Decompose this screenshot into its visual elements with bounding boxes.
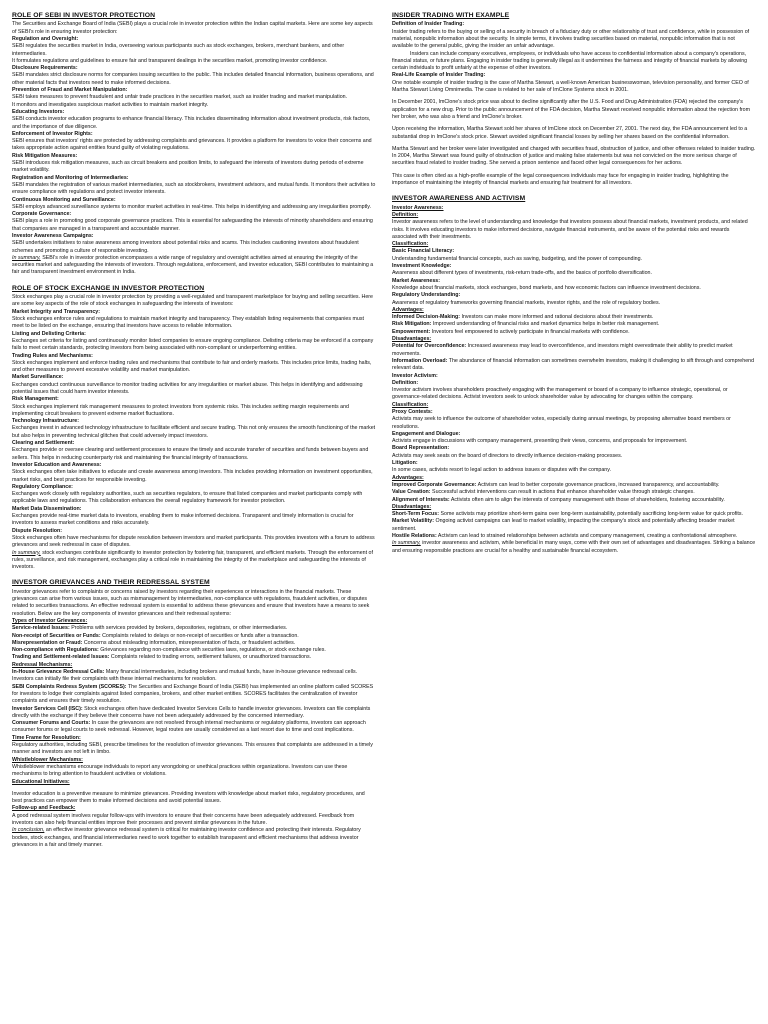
paragraph-lead: Risk Mitigation: [392,321,432,328]
paragraph: Understanding fundamental financial concepts, such as saving, budgeting, and the power of compounding. [392,255,643,262]
paragraph-lead: Informed Decision-Making: [392,314,460,321]
paragraph-lead: Non-receipt of Securities or Funds: [12,632,101,639]
paragraph-body: Investors feel empowered to actively participate in financial markets with confidence. [430,328,630,335]
paragraph: A good redressal system involves regular follow-ups with investors to ensure that their concerns have been adequately addressed. Feedback from investors can also help financial entities improve their processes and prevent similar grievances in the future. [12,812,355,826]
paragraph: Investor grievances refer to complaints or concerns raised by investors regarding their experiences or interactions in the financial markets. These grievances can arise from various issues, such as mismanagement by intermediaries, non-compliance with regulations, fraudulent activities, or disputes related to securities transactions. An effective redressal system is essential to address these grievances and ensure that investors have a means to seek resolution. Below are the key components of investor grievances and their redressal systems: [12,588,370,617]
subheading: Clearing and Settlement: [12,440,75,447]
labeled-paragraph [12,654,376,661]
labeled-paragraph [392,329,756,336]
paragraph-body: Some activists may prioritize short-term gains over long-term sustainability, potentially sacrificing long-term value for quick profits. [439,511,743,518]
paragraph: SEBI ensures that investors' rights are protected by addressing complaints and grievances. It provides a platform for investors to voice their concerns and takes appropriate action against entities found guilty of violating regulations. [12,138,372,152]
subheading: Continuous Monitoring and Surveillance: [12,196,116,203]
paragraph-lead: Information Overload: [392,357,448,364]
paragraph: SEBI mandates strict disclosure norms for companies issuing securities to the public. This includes detailed financial information, business operations, and other material facts that investors need to make informed decisions. [12,72,374,86]
subheading: Proxy Contests: [392,409,433,415]
subheading: Dispute Resolution: [12,527,63,534]
subheading: Definition of Insider Trading: [392,21,465,28]
paragraph-body: Concerns about misleading information, misrepresentation of facts, or fraudulent activities. [82,639,296,646]
subheading-underlined: Whistleblower Mechanisms: [12,756,83,763]
paragraph: In December 2001, ImClone's stock price was about to decline significantly after the U.S. Food and Drug Administration (FDA) rejected the company's application for a new drug. Prior to the public announcement of the FDA decision, Martha Stewart received nonpublic information about the rejection from her broker, who was also a friend and ImClone's broker. [392,99,751,120]
paragraph-body: Increased awareness may lead to overconfidence, and investors might overestimate their ability to predict market movements. [392,343,733,357]
labeled-paragraph [12,640,376,647]
subheading-underlined: Advantages: [392,306,424,313]
subheading-underlined: Classification: [392,241,429,248]
labeled-paragraph [392,321,756,328]
paragraph-body: In case the grievances are not resolved through internal mechanisms or regulatory platforms, investors can approach consumer forums or legal courts to seek redressal. However, legal routes are usually considered as a last resort due to time and cost implications. [12,720,366,734]
labeled-paragraph [392,497,756,504]
paragraph: SEBI undertakes initiatives to raise awareness among investors about potential risks and scams. This includes cautioning investors about fraudulent schemes and promoting a culture of responsible investing. [12,240,359,254]
paragraph: SEBI conducts investor education programs to enhance financial literacy. This includes disseminating information about investment products, risk factors, and the importance of due diligence. [12,116,371,130]
paragraph: Upon receiving the information, Martha Stewart sold her shares of ImClone stock on December 27, 2001. The next day, the FDA announcement led to a substantial drop in ImClone's stock price. Stewart avoided significant financial losses by selling her shares based on the confidential information. [392,126,748,140]
labeled-paragraph [12,720,376,735]
paragraph: Activists may seek to influence the outcome of shareholder votes, especially during annual meetings, by proposing alternative board members or resolutions. [392,416,731,430]
summary-paragraph [392,540,756,555]
paragraph: It monitors and investigates suspicious market activities to maintain market integrity. [12,101,209,108]
labeled-paragraph [12,625,376,632]
labeled-paragraph [12,706,376,721]
subheading: Technology Infrastructure: [12,418,80,425]
paragraph: Investor awareness refers to the level of understanding and knowledge that investors possess about financial markets, investment products, and related risks. It involves educating investors to make informed decisions, navigate financial instruments, and be aware of the potential risks and rewards associated with their investments. [392,219,748,240]
labeled-paragraph [12,684,376,706]
paragraph: The Securities and Exchange Board of India (SEBI) plays a crucial role in investor protection within the Indian capital markets. Here are some key aspects of SEBI's role in ensuring investor protection: [12,21,373,35]
paragraph: Exchanges set criteria for listing and continuously monitor listed companies to ensure ongoing compliance. Delisting criteria may be enforced if a company fails to meet certain standards, protecting investors from being associated with non-compliant or underperforming entities. [12,337,374,352]
paragraph: Investor education is a preventive measure to minimize grievances. Providing investors with knowledge about market risks, regulatory procedures, and best practices can empower them to make informed decisions and avoid potential issues. [12,790,365,805]
paragraph: SEBI regulates the securities market in India, overseeing various participants such as stock exchanges, brokers, merchant bankers, and other intermediaries. [12,43,345,57]
paragraph: Stock exchanges often take initiatives to educate and create awareness among investors. This includes providing information on investment opportunities, market risks, and best practices for responsible investing. [12,469,373,483]
labeled-paragraph [392,343,756,358]
subheading: Risk Mitigation Measures: [12,152,78,159]
paragraph: Regulatory authorities, including SEBI, prescribe timelines for the resolution of investor grievances. This ensures that complaints are addressed in a timely manner and investors are not left in limbo. [12,742,373,756]
paragraph: Exchanges conduct continuous surveillance to monitor trading activities for any irregularities or market abuse. This helps in identifying and addressing potential issues that could harm investor interests. [12,381,363,395]
section-title: INSIDER TRADING WITH EXAMPLE [392,12,510,19]
right-column [392,11,756,721]
labeled-paragraph [392,314,756,321]
paragraph: SEBI employs advanced surveillance systems to monitor market activities in real-time. This helps in identifying and addressing any irregularities promptly. [12,203,371,210]
paragraph-body: Activists often aim to align the interests of company management with those of shareholders, fostering accountability. [449,496,725,503]
paragraph-lead: Short-Term Focus: [392,511,439,518]
summary-body: stock exchanges contribute significantly to investor protection by fostering fair, transparent, and efficient markets. Through the enforcement of rules, surveillance, and risk management, exchanges play a critical role in maintaining the integrity of the marketplace and safeguarding the interests of investors. [12,549,373,571]
paragraph-body: Investors can make more informed and rational decisions about their investments. [459,314,654,321]
subheading-underlined: Types of Investor Grievances: [12,617,88,624]
section-title: INVESTOR AWARENESS AND ACTIVISM [392,195,526,203]
subheading: Disclosure Requirements: [12,65,78,72]
subheading: Regulatory Compliance: [12,483,73,490]
subheading-underlined: Follow-up and Feedback: [12,805,76,812]
subheading: Market Awareness: [392,277,440,284]
paragraph-body: Improved understanding of financial risks and market dynamics helps in better risk management. [431,321,660,328]
summary-body: SEBI's role in investor protection encompasses a wide range of regulatory and oversight activities aimed at ensuring the integrity of the securities market and safeguarding the interests of investors. Through regulations, enforcement, and investor education, SEBI contributes to maintaining a fair and transparent investment environment in India. [12,254,374,276]
paragraph-lead: In-House Grievance Redressal Cells: [12,669,105,676]
paragraph: SEBI plays a role in promoting good corporate governance practices. This is essential for safeguarding the interests of minority shareholders and ensuring that companies are managed in a transparent and accountable manner. [12,218,373,232]
subheading: Regulatory Understanding: [392,292,461,299]
paragraph: Exchanges work closely with regulatory authorities, such as securities regulators, to ensure that listed companies and market participants comply with applicable laws and regulations. This collaboration enhances the overall regulatory framework for investor protection. [12,491,363,505]
paragraph-lead: SEBI Complaints Redress System (SCORES): [12,683,127,690]
paragraph: SEBI introduces risk mitigation measures, such as circuit breakers and position limits, to safeguard the interests of investors during periods of extreme market volatility. [12,160,364,174]
paragraph: Stock exchanges play a crucial role in investor protection by providing a well-regulated and transparent marketplace for buying and selling securities. Here are some key aspects of the role of stock exchanges in safeguarding the interests of investors: [12,294,373,308]
subheading: Investment Knowledge: [392,263,452,270]
summary-lead: In summary, [12,254,41,261]
subheading: Risk Management: [12,396,59,403]
subheading: Educating Investors: [12,108,65,115]
labeled-paragraph [12,647,376,654]
paragraph-body: Complaints related to trading errors, settlement failures, or unauthorized transactions. [109,654,312,661]
subheading: Board Representation: [392,445,450,452]
paragraph-lead: Hostile Relations: [392,533,437,540]
labeled-paragraph [12,633,376,640]
paragraph-lead: Improved Corporate Governance: [392,481,477,488]
paragraph: Awareness about different types of investments, risk-return trade-offs, and the basics of portfolio diversification. [392,270,652,277]
section-title: INVESTOR GRIEVANCES AND THEIR REDRESSAL SYSTEM [12,579,210,587]
paragraph-body: The Securities and Exchange Board of India (SEBI) has implemented an online platform called SCORES for investors to lodge their complaints against listed companies, brokers, and other market entities. SCORES facilitates the centralization of investor complaints and ensures their timely resolution. [12,683,374,705]
paragraph-lead: Trading and Settlement-related Issues: [12,654,110,661]
paragraph: Knowledge about financial markets, stock exchanges, bond markets, and how economic factors can influence investment decisions. [392,284,701,291]
paragraph: Insiders can include company executives, employees, or individuals who have access to confidential information about a company's operations, financial status, or future plans. Engaging in insider trading is generally illegal as it undermines the fairness and integrity of financial markets by allowing certain individuals to profit unfairly at the expense of other investors. [392,50,748,72]
paragraph: One notable example of insider trading is the case of Martha Stewart, a well-known American businesswoman, television personality, and former CEO of Martha Stewart Living Omnimedia. The case is related to her sale of ImClone Systems stock in 2001. [392,79,749,94]
paragraph: Stock exchanges implement risk management measures to protect investors from systemic risks. This includes setting margin requirements and implementing circuit breakers to prevent extreme market fluctuations. [12,403,349,417]
subheading-underlined: Disadvantages: [392,503,432,510]
subheading: Litigation: [392,460,418,467]
subheading: Market Data Dissemination: [12,505,82,512]
paragraph: In some cases, activists resort to legal action to address issues or disputes with the company. [392,467,611,474]
paragraph-lead: Potential for Overconfidence: [392,343,467,350]
paragraph-body: Grievances regarding non-compliance with securities laws, regulations, or stock exchange rules. [98,647,326,654]
subheading: Real-Life Example of Insider Trading: [392,72,486,79]
paragraph: Awareness of regulatory frameworks governing financial markets, investor rights, and the role of regulatory bodies. [392,299,661,306]
subheading: Basic Financial Literacy: [392,248,455,255]
subheading: Listing and Delisting Criteria: [12,330,86,337]
paragraph-lead: Alignment of Interests: [392,496,450,503]
subheading: Trading Rules and Mechanisms: [12,352,93,359]
paragraph: SEBI takes measures to prevent fraudulent and unfair trade practices in the securities market, such as insider trading and market manipulation. [12,94,348,101]
paragraph: Exchanges provide or oversee clearing and settlement processes to ensure the timely and accurate transfer of securities and funds between buyers and sellers. This helps in reducing counterparty risk and maintaining the financial integrity of transactions. [12,447,369,461]
paragraph-lead: Misrepresentation or Fraud: [12,639,83,646]
paragraph: This case is often cited as a high-profile example of the legal consequences individuals may face for engaging in insider trading, highlighting the importance of maintaining the integrity of financial markets and ensuring fair treatment for all investors. [392,172,729,187]
subheading-underlined: Advantages: [392,474,424,481]
subheading-underlined: Investor Awareness: [392,204,444,211]
paragraph-lead: Investor Services Cell (ISC): [12,705,83,712]
subheading: Investor Awareness Campaigns: [12,232,94,239]
summary-lead: In summary, [392,540,421,547]
paragraph: Stock exchanges implement and enforce trading rules and mechanisms that contribute to fair and orderly markets. This includes price limits, trading halts, and other measures to prevent excessive volatility and market manipulation. [12,359,372,374]
subheading: Market Integrity and Transparency: [12,308,101,315]
paragraph-body: The abundance of financial information can sometimes overwhelm investors, making it challenging to sift through and comprehend relevant data. [392,357,755,372]
subheading: Definition: [392,379,419,386]
subheading-underlined: Disadvantages: [392,336,432,343]
paragraph: It formulates regulations and guidelines to ensure fair and transparent dealings in the securities market, promoting investor confidence. [12,57,328,64]
paragraph: Insider trading refers to the buying or selling of a security in breach of a fiduciary duty or other relationship of trust and confidence, while in possession of material, nonpublic information about the security. In simple terms, it involves trading securities based on material, nonpublic information that is not available to the general public, giving the insider an unfair advantage. [392,28,750,50]
summary-body: an effective investor grievance redressal system is critical for maintaining investor confidence and protecting their interests. Regulatory bodies, stock exchanges, and financial intermediaries need to work together to establish transparent and efficient mechanisms that address investor grievances in a fair and timely manner. [12,827,361,848]
subheading: Prevention of Fraud and Market Manipulation: [12,87,128,94]
paragraph: Exchanges invest in advanced technology infrastructure to facilitate efficient and secure trading. This not only ensures the smooth functioning of the market but also helps in preventing technical glitches that could adversely impact investors. [12,425,376,439]
paragraph: Whistleblower mechanisms encourage individuals to report any wrongdoing or unethical practices within organizations. Investors can use these mechanisms to bring attention to fraudulent activities or violations. [12,763,348,778]
paragraph-lead: Consumer Forums and Courts: [12,720,91,727]
subheading: Regulation and Oversight: [12,35,79,42]
section-title: ROLE OF SEBI IN INVESTOR PROTECTION [12,12,156,19]
labeled-paragraph [12,669,376,684]
subheading-underlined: Educational Initiatives: [12,778,70,785]
labeled-paragraph [392,482,756,489]
subheading: Corporate Governance: [12,211,72,218]
paragraph: Exchanges provide real-time market data to investors, enabling them to make informed decisions. Transparent and timely information is crucial for investors to assess market conditions and risks accurately. [12,513,354,527]
summary-lead: In conclusion, [12,827,45,834]
paragraph-body: Problems with services provided by brokers, depositories, registrars, or other intermediaries. [69,625,288,632]
summary-paragraph [12,827,376,849]
paragraph: Stock exchanges often have mechanisms for dispute resolution between investors and market participants. This provides investors with a forum to address grievances and seek redressal in case of disputes. [12,534,375,549]
paragraph-lead: Empowerment: [392,328,431,335]
summary-body: investor awareness and activism, while beneficial in many ways, come with their own set of advantages and disadvantages. Striking a balance and ensuring responsible practices are crucial for a healthy and sustainable financial ecosystem. [392,540,756,554]
paragraph-body: Successful activist interventions can result in actions that enhance shareholder value through strategic changes. [430,489,695,496]
paragraph-lead: Non-compliance with Regulations: [12,647,99,654]
left-column [12,11,376,1021]
paragraph: Investor activism involves shareholders proactively engaging with the management or board of a company to influence strategic, operational, or governance-related decisions. Activist investors seek to unlock shareholder value by advocating for changes within the company. [392,387,728,401]
paragraph: SEBI mandates the registration of various market intermediaries, such as stockbrokers, investment advisors, and mutual funds. It monitors their activities to ensure compliance with regulations and protect investor interests. [12,181,376,196]
paragraph-body: Activism can lead to better corporate governance practices, increased transparency, and accountability. [476,481,720,488]
labeled-paragraph [392,533,756,540]
subheading-underlined: Redressal Mechanisms: [12,661,73,668]
subheading: Registration and Monitoring of Intermediaries: [12,174,129,181]
labeled-paragraph [392,511,756,518]
paragraph-body: Activism can lead to strained relationships between activists and company management, creating a confrontational atmosphere. [436,533,738,540]
paragraph-body: Many financial intermediaries, including brokers and mutual funds, have in-house grievance redressal cells. Investors can initially file their complaints with these internal mechanisms for resolution. [12,669,358,683]
paragraph: Activists may seek seats on the board of directors to directly influence decision-making processes. [392,452,623,459]
summary-lead: In summary, [12,549,41,556]
paragraph: Activists engage in discussions with company management, presenting their views, concerns, and proposals for improvement. [392,438,688,445]
subheading: Investor Education and Awareness: [12,461,102,468]
summary-paragraph [12,255,376,277]
subheading: Investor Activism: [392,372,438,379]
section-title: ROLE OF STOCK EXCHANGE IN INVESTOR PROTECTION [12,284,205,292]
paragraph-body: Stock exchanges often have dedicated Investor Services Cells to handle investor grievances. Investors can file complaints directly with the exchange if they believe their concerns have not been adequately addressed by the concerned intermediary. [12,705,371,719]
paragraph: Martha Stewart and her broker were later investigated and charged with securities fraud, obstruction of justice, and other offenses related to insider trading. In 2004, Martha Stewart was found guilty of obstruction of justice and making false statements but was not convicted on the more serious charge of securities fraud related to insider trading. She served a prison sentence and faced other legal consequences for her actions. [392,145,756,167]
paragraph: Stock exchanges enforce rules and regulations to maintain market integrity and transparency. They establish listing requirements that companies must meet to be listed on the exchange, ensuring that investors have access to reliable information. [12,316,364,330]
paragraph-body: Ongoing activist campaigns can lead to market volatility, impacting the company's stock and potentially affecting broader market sentiment. [392,518,735,532]
subheading-underlined: Time Frame for Resolution: [12,734,81,741]
paragraph-lead: Market Volatility: [392,518,434,525]
paragraph-lead: Value Creation: [392,489,431,496]
summary-paragraph [12,550,376,572]
subheading: Market Surveillance: [12,374,64,381]
labeled-paragraph [392,518,756,533]
labeled-paragraph [392,358,756,373]
paragraph-lead: Service-related Issues: [12,625,70,632]
labeled-paragraph [392,489,756,496]
subheading: Enforcement of Investor Rights: [12,130,93,137]
subheading-underlined: Classification: [392,401,429,408]
subheading: Engagement and Dialogue: [392,430,461,437]
paragraph-body: Complaints related to delays or non-receipt of securities or funds after a transaction. [100,632,299,639]
subheading-underlined: Definition: [392,211,419,218]
